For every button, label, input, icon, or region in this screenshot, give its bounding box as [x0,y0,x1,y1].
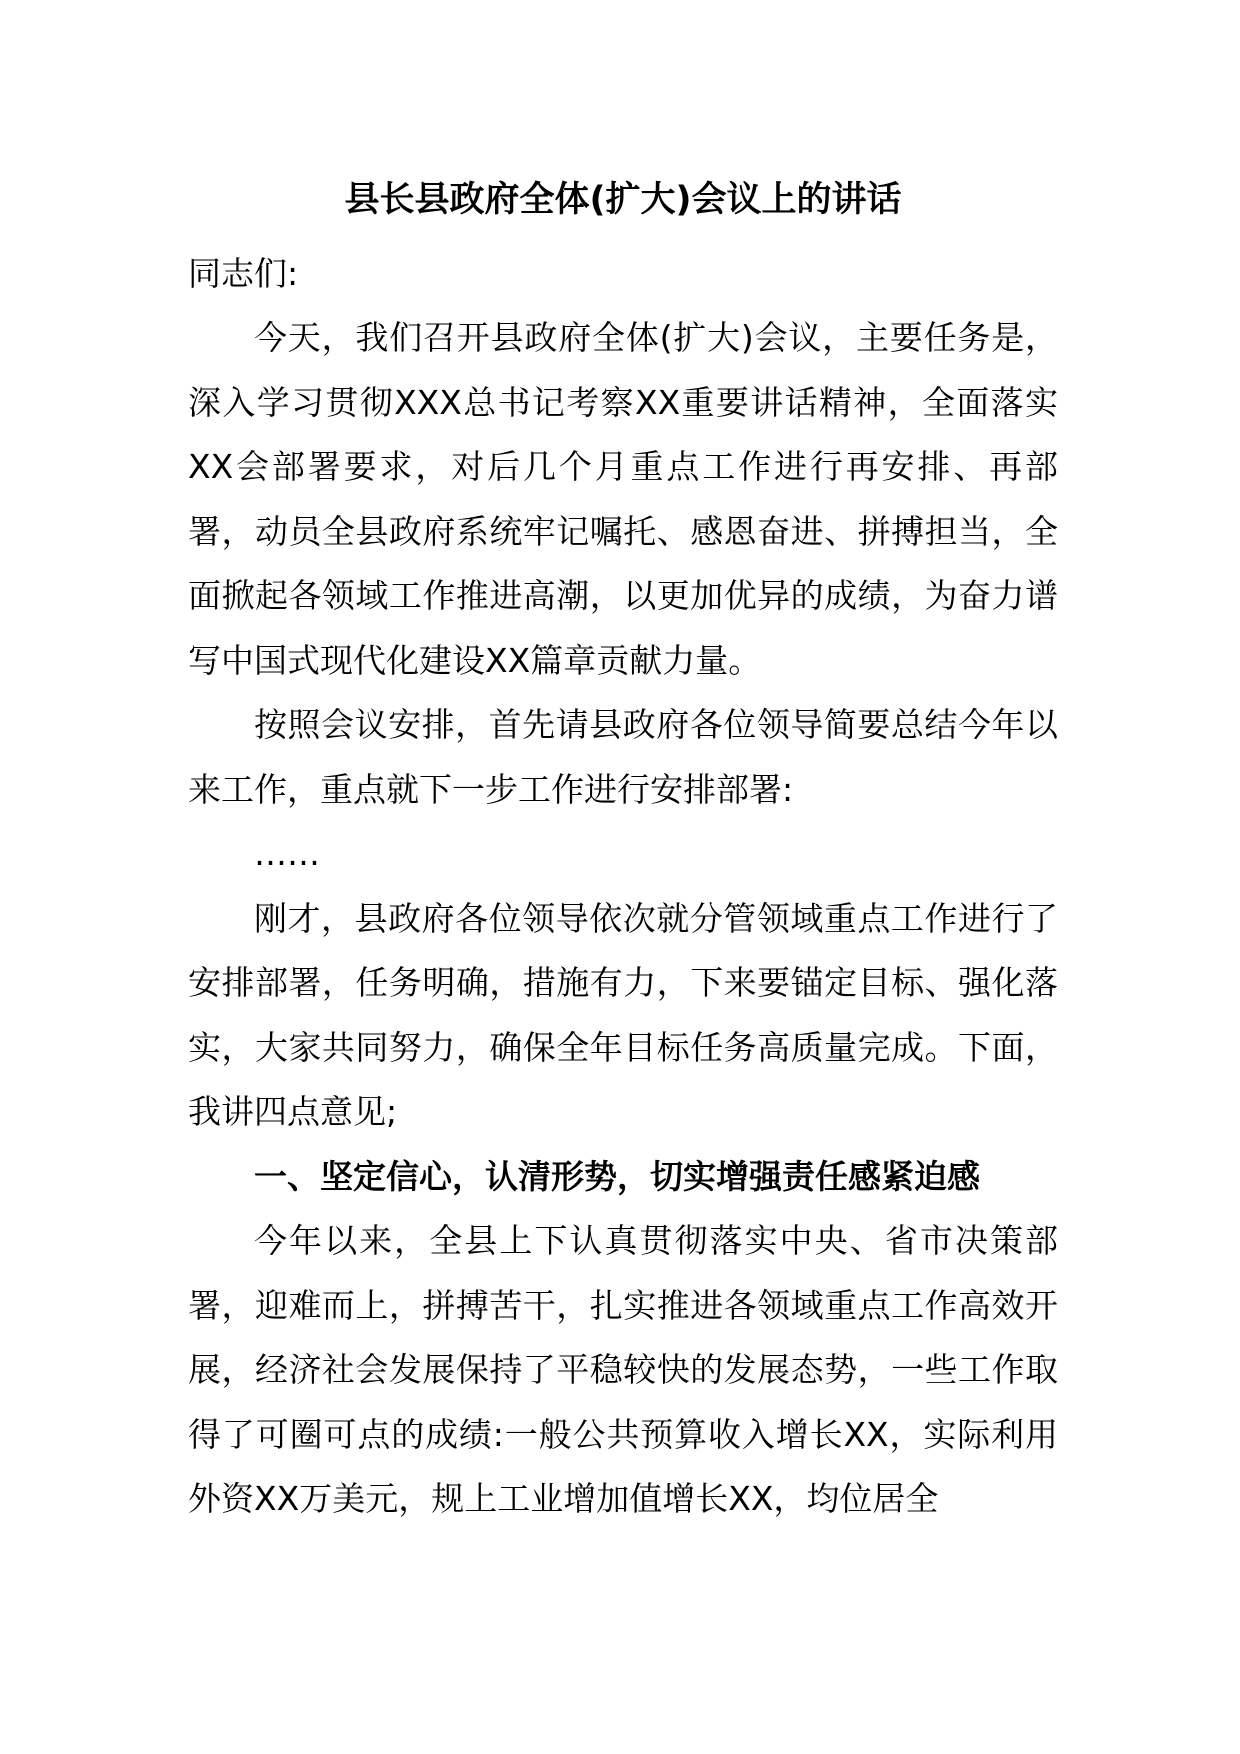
section-heading-1: 一、坚定信心，认清形势，切实增强责任感紧迫感 [254,1156,980,1196]
document-page [188,170,1058,1532]
paragraph-section-1: 今年以来，全县上下认真贯彻落实中央、省市决策部署，迎难而上，拼搏苦干，扎实推进各领域重点工作高效开展，经济社会发展保持了平稳较快的发展态势，一些工作取得了可圈可点的成绩:一般公共预算收入增长XX，实际利用外资XX万美元，规上工业增加值增长XX，均位居全 [188,1221,1058,1518]
salutation: 同志们: [188,254,299,293]
document-title: 县长县政府全体(扩大)会议上的讲话 [344,180,902,220]
paragraph-ellipsis: …… [254,834,320,873]
paragraph-intro: 今天，我们召开县政府全体(扩大)会议，主要任务是，深入学习贯彻XXX总书记考察XX重要讲话精神，全面落实XX会部署要求，对后几个月重点工作进行再安排、再部署，动员全县政府系统牢记嘱托、感恩奋进、拼搏担当，全面掀起各领域工作推进高潮，以更加优异的成绩，为奋力谱写中国式现代化建设XX篇章贡献力量。 [188,318,1058,680]
paragraph-arrangement: 按照会议安排，首先请县政府各位领导简要总结今年以来工作，重点就下一步工作进行安排部署: [188,705,1058,809]
paragraph-summary: 刚才，县政府各位领导依次就分管领域重点工作进行了安排部署，任务明确，措施有力，下来要锚定目标、强化落实，大家共同努力，确保全年目标任务高质量完成。下面，我讲四点意见; [188,898,1058,1131]
